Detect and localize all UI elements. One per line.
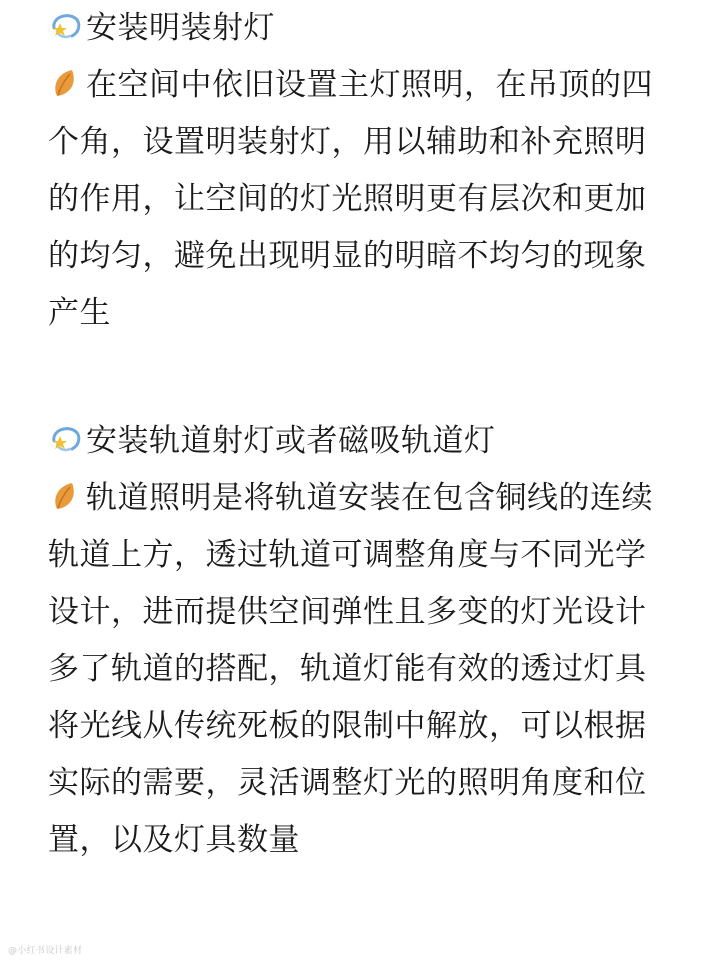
watermark: @小红书设计素材 <box>8 946 83 956</box>
heading-text: 安装明装射灯 <box>86 10 275 46</box>
paragraph-line: 实际的需要，灵活调整灯光的照明角度和位 <box>48 765 647 801</box>
paragraph-line <box>48 470 688 527</box>
leaf-icon <box>48 63 84 99</box>
paragraph-line <box>48 57 688 114</box>
section-heading <box>48 413 688 470</box>
shooting-star-swirl-icon <box>48 419 84 455</box>
section-1 <box>48 0 688 342</box>
paragraph-text: 在空间中依旧设置主灯照明，在吊顶的四 <box>86 67 653 103</box>
paragraph-text: 轨道照明是将轨道安装在包含铜线的连续 <box>86 480 653 516</box>
heading-text: 安装轨道射灯或者磁吸轨道灯 <box>86 423 496 459</box>
leaf-icon <box>48 476 84 512</box>
paragraph-line: 将光线从传统死板的限制中解放，可以根据 <box>48 708 647 744</box>
paragraph-line: 产生 <box>48 295 111 331</box>
paragraph-line: 的均匀，避免出现明显的明暗不均匀的现象 <box>48 238 647 274</box>
paragraph-line: 的作用，让空间的灯光照明更有层次和更加 <box>48 181 647 217</box>
paragraph-line: 置，以及灯具数量 <box>48 822 300 858</box>
shooting-star-swirl-icon <box>48 6 84 42</box>
paragraph-line: 轨道上方，透过轨道可调整角度与不同光学 <box>48 537 647 573</box>
paragraph-line: 多了轨道的搭配，轨道灯能有效的透过灯具 <box>48 651 647 687</box>
paragraph-line: 个角，设置明装射灯，用以辅助和补充照明 <box>48 124 647 160</box>
section-heading <box>48 0 688 57</box>
paragraph-line: 设计，进而提供空间弹性且多变的灯光设计 <box>48 594 647 630</box>
section-2 <box>48 413 688 869</box>
